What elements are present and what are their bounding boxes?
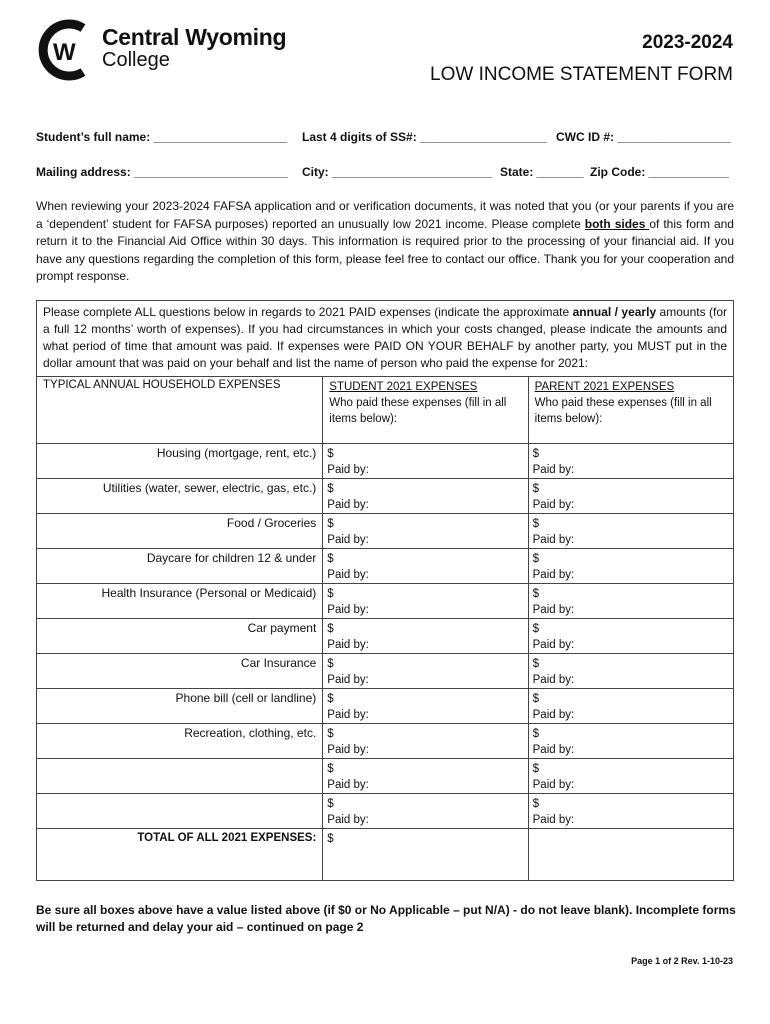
household-expenses-header-text: TYPICAL ANNUAL HOUSEHOLD EXPENSES — [43, 379, 281, 391]
student-expense-cell[interactable] — [323, 479, 528, 514]
ssn-field[interactable]: Last 4 digits of SS#: ___________________ — [302, 130, 547, 144]
expense-label: Utilities (water, sewer, electric, gas, etc.) — [37, 479, 323, 514]
dollar-amount-field[interactable]: $ — [327, 518, 334, 530]
intro-paragraph — [36, 198, 734, 286]
instructions-emphasis: annual / yearly — [572, 305, 657, 319]
completion-note: Be sure all boxes above have a value listed above (if $0 or No Applicable – put N/A) - do not leave blank). Incomplete forms will be returned and delay your aid – continued on page 2 — [36, 903, 736, 934]
expenses-table — [36, 300, 734, 881]
student-expenses-header — [323, 377, 528, 444]
household-expenses-header — [37, 377, 323, 444]
paid-by-field[interactable]: Paid by: — [327, 674, 369, 686]
expense-label — [37, 794, 323, 829]
expense-row — [37, 584, 734, 619]
instructions-cell — [37, 301, 734, 377]
paid-by-field[interactable]: Paid by: — [327, 779, 369, 791]
intro-text-2: of this form and return it to the Financial Aid Office within 30 days. This information is required prior to the processing of your financial aid. If you have any questions regarding the completion of this form, please feel free to contact our office. Thank you for your cooperation and prompt response. — [36, 216, 734, 283]
paid-by-field[interactable]: Paid by: — [327, 499, 369, 511]
dollar-amount-field[interactable]: $ — [532, 623, 540, 635]
expense-label — [37, 759, 323, 794]
parent-total-cell[interactable] — [528, 829, 733, 881]
intro-emphasis: both sides — [584, 216, 650, 231]
expense-label: Daycare for children 12 & under — [37, 549, 323, 584]
dollar-amount-field[interactable]: $ — [327, 798, 334, 810]
parent-expense-cell[interactable] — [528, 794, 733, 829]
parent-header-title: PARENT 2021 EXPENSES — [534, 381, 675, 393]
paid-by-field[interactable]: Paid by: — [327, 639, 369, 651]
dollar-amount-field[interactable]: $ — [532, 798, 540, 810]
expense-row — [37, 689, 734, 724]
expense-label: Car Insurance — [37, 654, 323, 689]
instructions-text-2: amounts (for a full 12 months’ worth of expenses). If you had circumstances in which your costs changed, please indicate the amounts and what period of time that amount was paid. If expenses were PAID ON YOUR BEHALF by another party, you MUST put in the dollar amount that was paid on your behalf and list the name of person who paid the expense for 2021: — [43, 305, 727, 370]
dollar-amount-field[interactable]: $ — [532, 448, 540, 460]
parent-expense-cell[interactable] — [528, 584, 733, 619]
expense-label: Phone bill (cell or landline) — [37, 689, 323, 724]
paid-by-field[interactable]: Paid by: — [532, 604, 575, 616]
expense-label: Recreation, clothing, etc. — [37, 724, 323, 759]
paid-by-field[interactable]: Paid by: — [532, 814, 575, 826]
cwc-id-field[interactable]: CWC ID #: _________________ — [556, 130, 731, 144]
form-year: 2023-2024 — [642, 32, 733, 53]
student-expense-cell[interactable] — [323, 689, 528, 724]
student-header-title: STUDENT 2021 EXPENSES — [329, 381, 478, 393]
expense-label: Car payment — [37, 619, 323, 654]
dollar-amount-field[interactable]: $ — [327, 588, 334, 600]
dollar-amount-field[interactable]: $ — [327, 448, 334, 460]
paid-by-field[interactable]: Paid by: — [327, 744, 369, 756]
parent-expenses-header — [528, 377, 733, 444]
paid-by-field[interactable]: Paid by: — [532, 744, 575, 756]
paid-by-field[interactable]: Paid by: — [532, 779, 575, 791]
expense-row — [37, 479, 734, 514]
college-logo — [38, 18, 288, 82]
paid-by-field[interactable]: Paid by: — [532, 569, 575, 581]
zip-code-field[interactable]: Zip Code: ____________ — [590, 165, 729, 179]
student-expense-cell[interactable] — [323, 654, 528, 689]
dollar-amount-field[interactable]: $ — [532, 483, 540, 495]
dollar-amount-field[interactable]: $ — [327, 693, 334, 705]
paid-by-field[interactable]: Paid by: — [532, 709, 575, 721]
dollar-amount-field[interactable]: $ — [532, 658, 540, 670]
student-expense-cell[interactable] — [323, 584, 528, 619]
page-footer: Page 1 of 2 Rev. 1-10-23 — [631, 956, 733, 966]
parent-expense-cell[interactable] — [528, 759, 733, 794]
college-name-line2: College — [102, 49, 170, 71]
paid-by-field[interactable]: Paid by: — [327, 604, 369, 616]
dollar-amount-field[interactable]: $ — [327, 763, 334, 775]
dollar-amount-field[interactable]: $ — [327, 483, 334, 495]
paid-by-field[interactable]: Paid by: — [327, 814, 369, 826]
paid-by-field[interactable]: Paid by: — [532, 534, 575, 546]
total-dollar-field[interactable]: $ — [327, 833, 334, 845]
college-name-line1: Central Wyoming — [102, 24, 287, 50]
state-field[interactable]: State: _______ — [500, 165, 584, 179]
expense-row — [37, 619, 734, 654]
total-label: TOTAL OF ALL 2021 EXPENSES: — [37, 829, 323, 881]
expense-row — [37, 514, 734, 549]
parent-expense-cell[interactable] — [528, 514, 733, 549]
expense-label: Health Insurance (Personal or Medicaid) — [37, 584, 323, 619]
expense-row — [37, 759, 734, 794]
expense-row — [37, 794, 734, 829]
paid-by-field[interactable]: Paid by: — [327, 464, 369, 476]
paid-by-field[interactable]: Paid by: — [327, 569, 369, 581]
student-expense-cell[interactable] — [323, 619, 528, 654]
student-expense-cell[interactable] — [323, 514, 528, 549]
student-total-cell[interactable] — [323, 829, 528, 881]
dollar-amount-field[interactable]: $ — [532, 553, 540, 565]
instructions-text-1: Please complete ALL questions below in regards to 2021 PAID expenses (indicate the approximate — [43, 305, 573, 319]
dollar-amount-field[interactable]: $ — [327, 728, 334, 740]
total-row — [37, 829, 734, 881]
dollar-amount-field[interactable]: $ — [532, 728, 540, 740]
svg-text:W: W — [53, 39, 76, 66]
mailing-address-field[interactable]: Mailing address: _______________________ — [36, 165, 288, 179]
city-field[interactable]: City: ________________________ — [302, 165, 493, 179]
expense-label: Food / Groceries — [37, 514, 323, 549]
paid-by-field[interactable]: Paid by: — [532, 674, 575, 686]
expense-row — [37, 724, 734, 759]
paid-by-field[interactable]: Paid by: — [532, 499, 575, 511]
dollar-amount-field[interactable]: $ — [532, 518, 540, 530]
parent-expense-cell[interactable] — [528, 619, 733, 654]
dollar-amount-field[interactable]: $ — [327, 658, 334, 670]
dollar-amount-field[interactable]: $ — [532, 588, 540, 600]
expense-label: Housing (mortgage, rent, etc.) — [37, 444, 323, 479]
intro-text-1: When reviewing your 2023-2024 FAFSA application and or verification documents, it was noted that you (or your parents if you are a ‘dependent’ student for FAFSA purposes) reported an unusually low 2021 income. Please complete — [36, 199, 734, 231]
dollar-amount-field[interactable]: $ — [532, 763, 540, 775]
paid-by-field[interactable]: Paid by: — [327, 534, 369, 546]
cw-logo-icon — [38, 18, 100, 82]
student-expense-cell[interactable] — [323, 759, 528, 794]
full-name-field[interactable]: Student’s full name: ____________________ — [36, 130, 288, 144]
dollar-amount-field[interactable]: $ — [532, 693, 540, 705]
student-header-sub: Who paid these expenses (fill in all items below): — [329, 397, 507, 425]
parent-expense-cell[interactable] — [528, 724, 733, 759]
paid-by-field[interactable]: Paid by: — [532, 464, 575, 476]
form-title: LOW INCOME STATEMENT FORM — [430, 64, 733, 85]
expense-row — [37, 444, 734, 479]
student-expense-cell[interactable] — [323, 549, 528, 584]
parent-expense-cell[interactable] — [528, 654, 733, 689]
dollar-amount-field[interactable]: $ — [327, 623, 334, 635]
dollar-amount-field[interactable]: $ — [327, 553, 334, 565]
parent-expense-cell[interactable] — [528, 549, 733, 584]
paid-by-field[interactable]: Paid by: — [532, 639, 575, 651]
paid-by-field[interactable]: Paid by: — [327, 709, 369, 721]
student-expense-cell[interactable] — [323, 794, 528, 829]
expense-row — [37, 549, 734, 584]
parent-expense-cell[interactable] — [528, 444, 733, 479]
parent-expense-cell[interactable] — [528, 689, 733, 724]
parent-expense-cell[interactable] — [528, 479, 733, 514]
student-expense-cell[interactable] — [323, 724, 528, 759]
student-expense-cell[interactable] — [323, 444, 528, 479]
parent-header-sub: Who paid these expenses (fill in all items below): — [534, 397, 712, 425]
expense-row — [37, 654, 734, 689]
